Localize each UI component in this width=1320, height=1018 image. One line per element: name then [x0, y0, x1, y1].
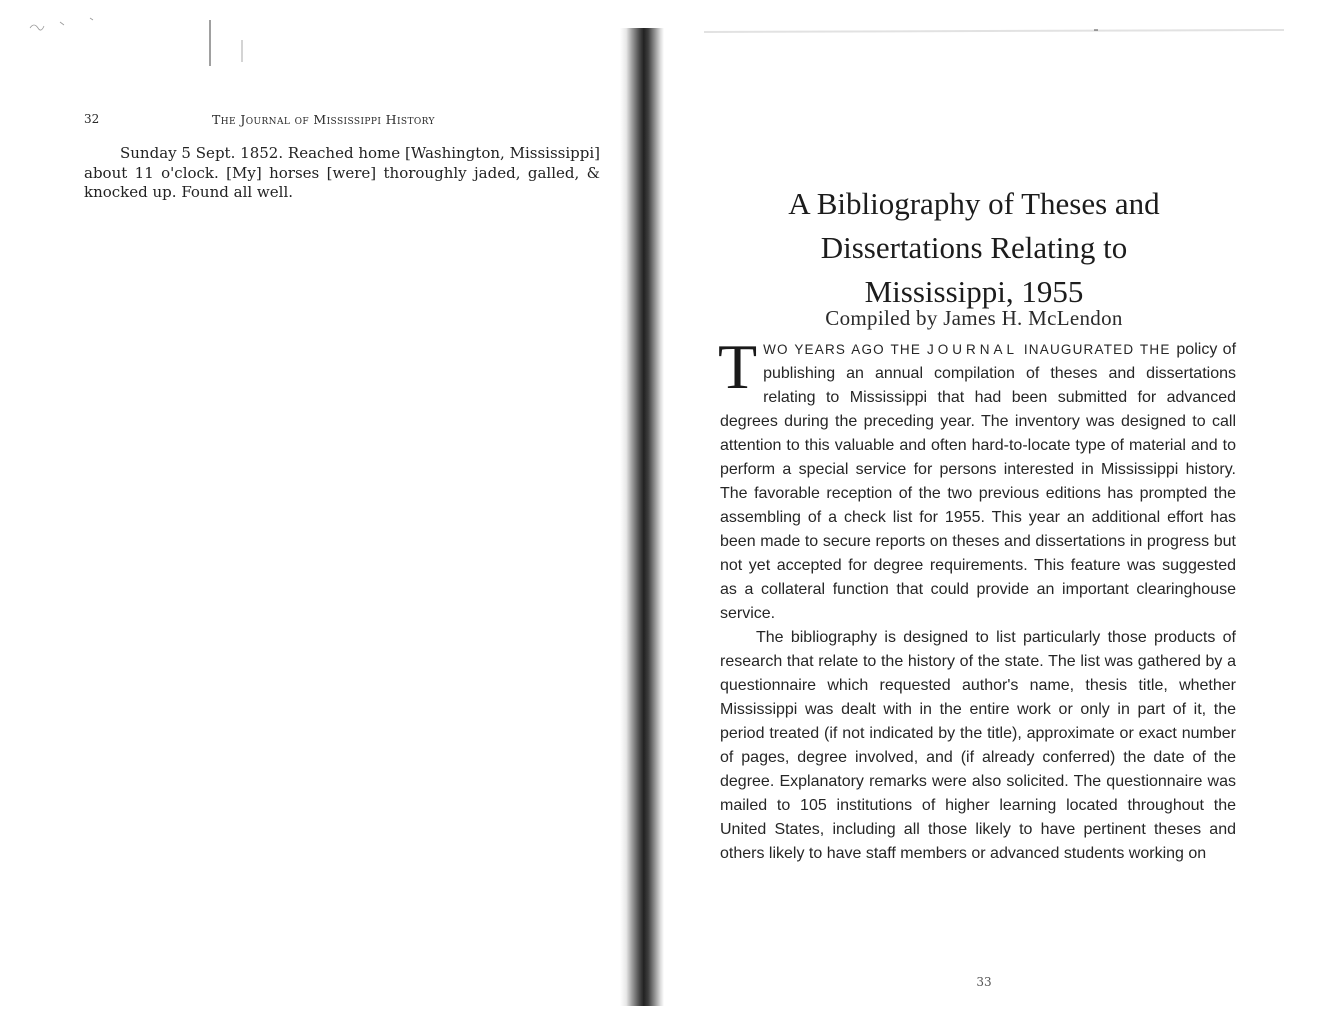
title-line: A Bibliography of Theses and — [788, 186, 1160, 221]
lead-in-text: WO YEARS AGO THE — [763, 342, 922, 357]
journal-title: The Journal of Mississippi History — [212, 112, 435, 127]
scan-artifacts — [0, 0, 630, 90]
page-number: 32 — [84, 112, 100, 126]
right-page — [664, 0, 1320, 1018]
lead-in-text: INAUGURATED THE — [1023, 342, 1171, 357]
scan-artifacts-top — [664, 0, 1320, 60]
article-body — [718, 331, 1237, 866]
diary-entry: Sunday 5 Sept. 1852. Reached home [Washington, Mississippi] about 11 o'clock. [My] horses [were] thoroughly jaded, galled, & knocked up. Found all well. — [84, 144, 600, 201]
running-head — [84, 112, 614, 130]
book-gutter — [620, 28, 664, 1006]
paragraph-1 — [718, 331, 1237, 626]
title-line: Mississippi, 1955 — [864, 274, 1084, 309]
drop-cap: T — [718, 331, 758, 402]
title-line: Dissertations Relating to — [820, 230, 1128, 265]
journal-word: JOURNAL — [926, 342, 1018, 357]
lead-in-caps — [763, 342, 1176, 357]
compiler-byline: Compiled by James H. McLendon — [825, 306, 1123, 330]
paragraph-2: The bibliography is designed to list particularly those products of research that relate to the history of the state. The list was gathered by a questionnaire which requested author's name, thesis title, whether Mississippi was dealt with in the entire work or only in part of it, the period treated (if not indicated by the title), approximate or exact number of pages, degree involved, and (if already conferred) the date of the degree. Explanatory remarks were also solicited. The questionnaire was mailed to 105 institutions of higher learning located throughout the United States, including all those likely to have pertinent theses and others likely to have staff members or advanced students working on — [720, 629, 1236, 862]
page-number-right: 33 — [976, 975, 992, 989]
article-title — [704, 182, 1244, 314]
left-page — [0, 0, 630, 1018]
paragraph-1-text: policy of publishing an annual compilation of theses and dissertations relating to Mississippi that had been submitted for advanced degrees during the preceding year. The inventory was designed to call attention to this valuable and often hard-to-locate type of material and to perform a special service for persons interested in Mississippi history. The favorable reception of the two previous editions has prompted the assembling of a check list for 1955. This year an additional effort has been made to secure reports on theses and dissertations in progress but not yet accepted for degree requirements. This feature was suggested as a collateral function that could provide an important clearinghouse service. — [720, 341, 1237, 622]
